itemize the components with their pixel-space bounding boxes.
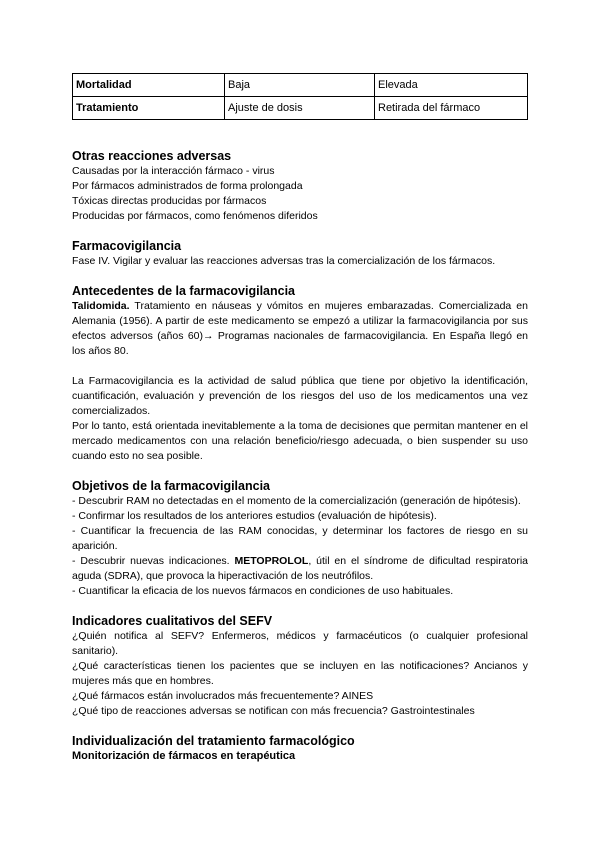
paragraph-talidomida <box>72 299 528 359</box>
keyword: Talidomida. <box>72 300 130 312</box>
paragraph: Fase IV. Vigilar y evaluar las reacciones adversas tras la comercialización de los fármacos. <box>72 255 496 267</box>
keyword: METOPROLOL <box>234 555 309 567</box>
table-row <box>73 97 528 120</box>
list-item: - Descubrir RAM no detectadas en el momento de la comercialización (generación de hipótesis). <box>72 495 521 507</box>
list-item: ¿Qué fármacos están involucrados más frecuentemente? AINES <box>72 690 374 702</box>
section-title: Otras reacciones adversas <box>72 149 232 163</box>
section-title: Farmacovigilancia <box>72 239 182 253</box>
section-indicadores <box>72 613 528 719</box>
document-page <box>72 73 528 764</box>
section-farmacovigilancia <box>72 238 528 269</box>
list-item: Causadas por la interacción fármaco - virus <box>72 165 275 177</box>
list-item: - Confirmar los resultados de los anteriores estudios (evaluación de hipótesis). <box>72 510 437 522</box>
table-cell: Retirada del fármaco <box>375 97 528 120</box>
list-item: Por fármacos administrados de forma prolongada <box>72 180 303 192</box>
list-item: ¿Quién notifica al SEFV? Enfermeros, médicos y farmacéuticos (o cualquier profesional sanitario). <box>72 630 528 657</box>
list-item <box>72 554 528 584</box>
table-row <box>73 74 528 97</box>
list-item: Tóxicas directas producidas por fármacos <box>72 195 267 207</box>
table-cell-label: Tratamiento <box>73 97 225 120</box>
section-subtitle: Monitorización de fármacos en terapéutica <box>72 750 296 762</box>
list-item: Producidas por fármacos, como fenómenos diferidos <box>72 210 318 222</box>
table-cell-label: Mortalidad <box>73 74 225 97</box>
section-title: Antecedentes de la farmacovigilancia <box>72 284 296 298</box>
paragraph: La Farmacovigilancia es la actividad de salud pública que tiene por objetivo la identificación, cuantificación, evaluación y prevención de los riesgos del uso de los medicamentos una vez comercializados. <box>72 375 528 417</box>
section-objetivos <box>72 478 528 599</box>
list-item-text: , útil en el síndrome de dificultad respiratoria aguda (SDRA), que provoca la hiperactivación de los neutrófilos. <box>72 555 528 582</box>
list-item: ¿Qué tipo de reacciones adversas se notifican con más frecuencia? Gastrointestinales <box>72 705 475 717</box>
list-item: ¿Qué características tienen los pacientes que se incluyen en las notificaciones? Ancianos y mujeres más que en hombres. <box>72 660 528 687</box>
section-title: Indicadores cualitativos del SEFV <box>72 614 273 628</box>
table-cell: Ajuste de dosis <box>225 97 375 120</box>
table-cell: Baja <box>225 74 375 97</box>
comparison-table <box>72 73 528 120</box>
list-item: - Cuantificar la eficacia de los nuevos fármacos en condiciones de uso habituales. <box>72 585 454 597</box>
table-cell: Elevada <box>375 74 528 97</box>
list-item: - Cuantificar la frecuencia de las RAM conocidas, y determinar los factores de riesgo en su aparición. <box>72 525 528 552</box>
section-antecedentes <box>72 283 528 464</box>
section-otras <box>72 148 528 224</box>
list-item-text: - Descubrir nuevas indicaciones. <box>72 555 235 567</box>
section-individualizacion <box>72 733 528 764</box>
section-title: Individualización del tratamiento farmacológico <box>72 734 355 748</box>
paragraph: Por lo tanto, está orientada inevitablemente a la toma de decisiones que permitan mantener en el mercado medicamentos con una relación beneficio/riesgo adecuada, o bien suspender su uso cuando esto no sea posible. <box>72 420 528 462</box>
section-title: Objetivos de la farmacovigilancia <box>72 479 270 493</box>
paragraph-text: Tratamiento en náuseas y vómitos en mujeres embarazadas. Comercializada en Alemania (1956). A partir de este medicamento se empezó a utilizar la farmacovigilancia por sus efectos adversos (años 60)→ Programas nacionales de farmacovigilancia. En España llegó en los años 80. <box>72 300 528 357</box>
